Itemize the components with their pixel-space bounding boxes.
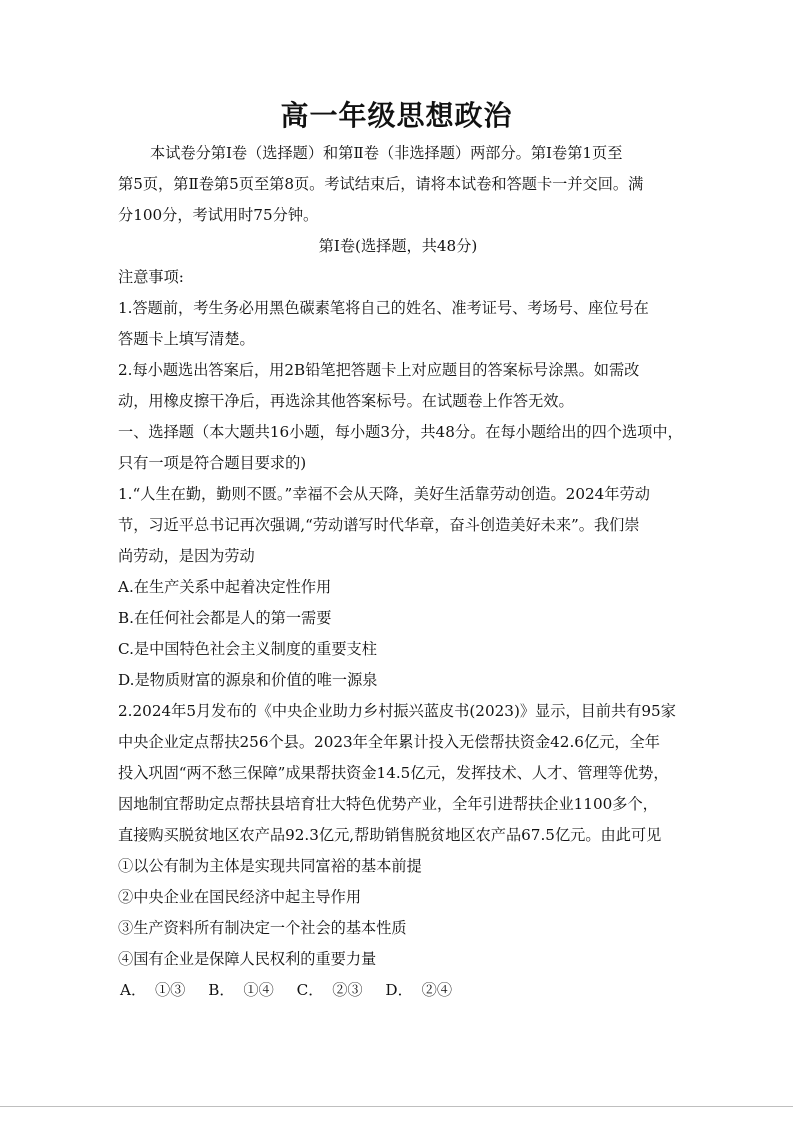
page-bottom-divider [0, 1106, 793, 1107]
q1-option-d: D.是物质财富的源泉和价值的唯一源泉 [118, 671, 378, 689]
q2-choice-c-letter: C． [296, 981, 324, 999]
q2-stem-line-1: 2.2024年5月发布的《中央企业助力乡村振兴蓝皮书(2023)》显示，目前共有95家 [118, 702, 676, 720]
part-heading-line-2: 只有一项是符合题目要求的) [118, 454, 307, 472]
q2-choice-b [208, 981, 274, 999]
q2-choice-c [297, 981, 363, 999]
question-1 [118, 479, 678, 696]
q2-stem-line-5: 直接购买脱贫地区农产品92.3亿元,帮助销售脱贫地区农产品67.5亿元。由此可见 [118, 826, 662, 844]
q1-option-a: A.在生产关系中起着决定性作用 [118, 578, 332, 596]
q2-choices [118, 975, 678, 1006]
q2-stem-line-2: 中央企业定点帮扶256个县。2023年全年累计投入无偿帮扶资金42.6亿元，全年 [118, 733, 660, 751]
notes-heading: 注意事项: [118, 268, 184, 286]
note-line-2: 答题卡上填写清楚。 [118, 330, 255, 348]
q2-choice-d [385, 981, 452, 999]
q2-choice-a-value: ①③ [154, 981, 186, 999]
intro-line-3: 分100分，考试用时75分钟。 [118, 206, 319, 224]
note-line-3: 2.每小题选出答案后，用2B铅笔把答题卡上对应题目的答案标号涂黑。如需改 [118, 361, 640, 379]
q2-choice-b-value: ①④ [243, 981, 274, 999]
page-title: 高一年级思想政治 [280, 99, 513, 132]
q2-statement-4: ④国有企业是保障人民权利的重要力量 [118, 950, 377, 968]
q1-stem-line-1: 1.“人生在勤，勤则不匮。”幸福不会从天降，美好生活靠劳动创造。2024年劳动 [118, 485, 650, 503]
intro-line-2: 第5页，第Ⅱ卷第5页至第8页。考试结束后，请将本试卷和答题卡一并交回。满 [118, 175, 644, 193]
q2-statement-2: ②中央企业在国民经济中起主导作用 [118, 888, 361, 906]
note-line-1: 1.答题前，考生务必用黑色碳素笔将自己的姓名、准考证号、考场号、座位号在 [118, 299, 649, 317]
q1-option-b: B.在任何社会都是人的第一需要 [118, 609, 332, 627]
intro-paragraph [118, 138, 678, 231]
q2-stem-line-4: 因地制宜帮助定点帮扶县培育壮大特色优势产业，全年引进帮扶企业1100多个， [118, 795, 658, 813]
q2-statement-3: ③生产资料所有制决定一个社会的基本性质 [118, 919, 407, 937]
q2-choice-c-value: ②③ [332, 981, 363, 999]
note-line-4: 动，用橡皮擦干净后，再选涂其他答案标号。在试题卷上作答无效。 [118, 392, 574, 410]
q1-option-c: C.是中国特色社会主义制度的重要支柱 [118, 640, 377, 658]
q2-choice-d-letter: D． [385, 981, 413, 999]
q2-choice-b-letter: B． [208, 981, 235, 999]
part-heading-line-1: 一、选择题（本大题共16小题，每小题3分，共48分。在每小题给出的四个选项中， [118, 423, 683, 441]
q2-choice-d-value: ②④ [421, 981, 452, 999]
q2-choice-a [120, 981, 185, 999]
q2-statement-1: ①以公有制为主体是实现共同富裕的基本前提 [118, 857, 422, 875]
q1-stem-line-3: 尚劳动，是因为劳动 [118, 547, 255, 565]
q2-stem-line-3: 投入巩固“两不愁三保障”成果帮扶资金14.5亿元，发挥技术、人才、管理等优势， [118, 764, 669, 782]
intro-line-1: 本试卷分第Ⅰ卷（选择题）和第Ⅱ卷（非选择题）两部分。第Ⅰ卷第1页至 [150, 144, 623, 162]
notes-block [118, 262, 683, 479]
q2-choice-a-letter: A． [120, 981, 147, 999]
section-title: 第Ⅰ卷(选择题，共48分) [318, 237, 478, 255]
q1-stem-line-2: 节，习近平总书记再次强调,“劳动谱写时代华章，奋斗创造美好未来”。我们崇 [118, 516, 640, 534]
question-2 [118, 696, 678, 1006]
